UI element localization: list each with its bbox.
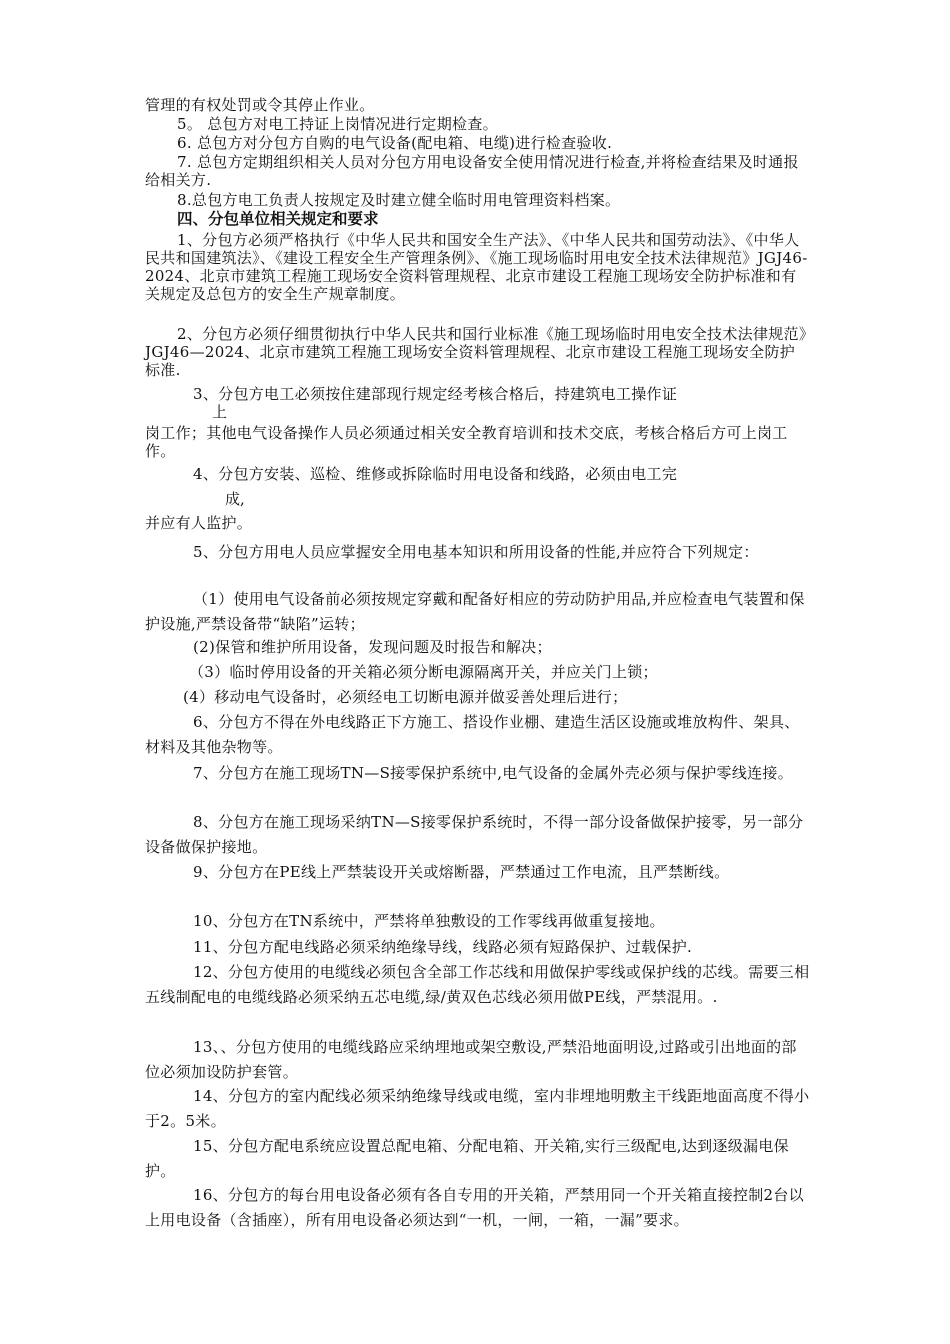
item-5-electrician-check: 5。 总包方对电工持证上岗情况进行定期检查。 bbox=[177, 115, 498, 133]
rule-5-sub-1: （1）使用电气设备前必须按规定穿戴和配备好相应的劳动防护用品,并应检查电气装置和保护设施,严禁设备带“缺陷”运转； bbox=[145, 590, 805, 633]
rule-1-laws: 1、分包方必须严格执行《中华人民共和国安全生产法》、《中华人民共和国劳动法》、《中华人民共和国建筑法》、《建设工程安全生产管理条例》、《施工现场临时用电安全技术法律规范》JGJ46-2024、北京市建筑工程施工现场安全资料管理规程、北京市建设工程施工现场安全防护标准和有关规定及总包方的安全生产规章制度。 bbox=[145, 231, 808, 303]
rule-5-personnel: 5、分包方用电人员应掌握安全用电基本知识和所用设备的性能,并应符合下列规定： bbox=[193, 543, 759, 561]
rule-4-line-b: 成, bbox=[225, 490, 245, 508]
rule-12: 12、分包方使用的电缆线必须包含全部工作芯线和用做保护零线或保护线的芯线。需要三相五线制配电的电缆线路必须采纳五芯电缆,绿/黄双色芯线必须用做PE线，严禁混用。. bbox=[145, 963, 810, 1006]
rule-5-sub-3: （3）临时停用设备的开关箱必须分断电源隔离开关，并应关门上锁； bbox=[189, 663, 658, 681]
rule-13: 13、、分包方使用的电缆线路应采纳埋地或架空敷设,严禁沿地面明设,过路或引出地面的部位必须加设防护套管。 bbox=[145, 1038, 797, 1081]
rule-8: 8、分包方在施工现场采纳TN—S接零保护系统时，不得一部分设备做保护接零，另一部分设备做保护接地。 bbox=[145, 813, 804, 856]
rule-6: 6、分包方不得在外电线路正下方施工、搭设作业棚、建造生活区设施或堆放构件、架具、材料及其他杂物等。 bbox=[145, 713, 800, 756]
item-8-records-archive: 8.总包方电工负责人按规定及时建立健全临时用电管理资料档案。 bbox=[177, 191, 621, 209]
rule-3-line-c: 岗工作；其他电气设备操作人员必须通过相关安全教育培训和技术交底，考核合格后方可上岗工作。 bbox=[145, 424, 788, 460]
rule-5-sub-4: (4）移动电气设备时，必须经电工切断电源并做妥善处理后进行； bbox=[183, 688, 628, 706]
section-heading: 四、分包单位相关规定和要求 bbox=[177, 210, 379, 228]
item-7-safety-inspection: 7. 总包方定期组织相关人员对分包方用电设备安全使用情况进行检查,并将检查结果及时通报给相关方. bbox=[145, 153, 799, 189]
rule-7: 7、分包方在施工现场TN—S接零保护系统中,电气设备的金属外壳必须与保护零线连接。 bbox=[193, 764, 794, 782]
rule-3-line-a: 3、分包方电工必须按住建部现行规定经考核合格后，持建筑电工操作证 bbox=[193, 385, 678, 403]
rule-9: 9、分包方在PE线上严禁装设开关或熔断器，严禁通过工作电流，且严禁断线。 bbox=[193, 863, 730, 881]
rule-11: 11、分包方配电线路必须采纳绝缘导线，线路必须有短路保护、过载保护. bbox=[193, 938, 693, 956]
rule-3-line-b: 上 bbox=[212, 403, 228, 421]
item-6-equipment-inspection: 6. 总包方对分包方自购的电气设备(配电箱、电缆)进行检查验收. bbox=[177, 134, 613, 152]
rule-4-line-a: 4、分包方安装、巡检、维修或拆除临时用电设备和线路，必须由电工完 bbox=[193, 465, 678, 483]
rule-2-standards: 2、分包方必须仔细贯彻执行中华人民共和国行业标准《施工现场临时用电安全技术法律规范》JGJ46—2024、北京市建筑工程施工现场安全资料管理规程、北京市建设工程施工现场安全防护标准. bbox=[145, 325, 807, 379]
rule-5-sub-2: (2)保管和维护所用设备，发现问题及时报告和解决； bbox=[193, 638, 552, 656]
rule-15: 15、分包方配电系统应设置总配电箱、分配电箱、开关箱,实行三级配电,达到逐级漏电保护。 bbox=[145, 1137, 789, 1180]
text-line-management: 管理的有权处罚或令其停止作业。 bbox=[145, 96, 375, 114]
rule-10: 10、分包方在TN系统中，严禁将单独敷设的工作零线再做重复接地。 bbox=[193, 912, 665, 930]
rule-14: 14、分包方的室内配线必须采纳绝缘导线或电缆，室内非埋地明敷主干线距地面高度不得小于2。5米。 bbox=[145, 1087, 810, 1130]
rule-4-line-c: 并应有人监护。 bbox=[145, 514, 253, 532]
rule-16: 16、分包方的每台用电设备必须有各自专用的开关箱，严禁用同一个开关箱直接控制2台以上用电设备（含插座），所有用电设备必须达到“一机，一闸，一箱，一漏”要求。 bbox=[145, 1186, 804, 1229]
